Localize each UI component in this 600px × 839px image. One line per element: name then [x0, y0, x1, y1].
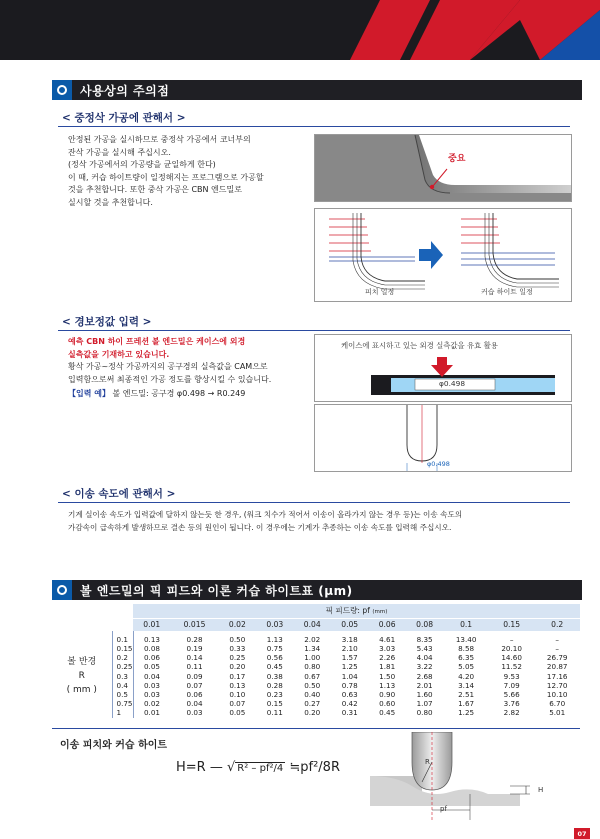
section-header-cusp-table	[52, 580, 582, 600]
sqrt-icon: √	[226, 760, 236, 775]
formula-left: H=R	[176, 760, 206, 775]
pitch-values-row	[52, 618, 580, 631]
formula-section-title: 이송 피치와 커습 하이트	[60, 740, 168, 751]
radius-value: 0.25	[112, 662, 133, 671]
cusp-value: –	[509, 635, 514, 644]
cusp-value: 3.03	[379, 644, 396, 654]
cusp-value: 3.76	[503, 699, 520, 709]
cusp-value: 0.03	[186, 708, 203, 718]
radius-label-line: R	[78, 671, 85, 682]
cusp-value: 1.13	[266, 635, 283, 644]
cusp-value: 9.53	[503, 671, 520, 681]
table-row	[52, 631, 580, 644]
table-row	[52, 699, 580, 708]
case-label-figure	[314, 334, 572, 402]
corner-machining-diagram	[315, 135, 571, 201]
cusp-value: 10.10	[546, 690, 568, 700]
formula-right: ≒pf²/8R	[289, 760, 340, 775]
cusp-value: 0.07	[186, 680, 203, 690]
pitch-header: 픽 피드량: pf (mm)	[133, 604, 580, 618]
pitch-value: 0.03	[256, 618, 293, 631]
text-line: 가감속이 급속하게 발생하므로 결손 등의 원인이 됩니다. 이 경우에는 기계가 추종하는 이송 속도를 입력해 주십시오.	[68, 523, 452, 532]
cusp-value: 5.01	[549, 708, 566, 718]
table-row	[52, 662, 580, 671]
cusp-value: –	[555, 644, 559, 654]
cusp-value: –	[555, 635, 559, 644]
pitch-value: 0.06	[368, 618, 405, 631]
cusp-value: 1.25	[458, 708, 475, 718]
cusp-value: 0.11	[186, 662, 203, 672]
radius-value: 0.1	[112, 631, 133, 644]
cusp-value: 1.34	[304, 644, 321, 654]
text-line: 것을 추천합니다. 또한 중삭 가공은 CBN 엔드밀로	[68, 185, 242, 195]
table-row	[52, 681, 580, 690]
cusp-value: 4.20	[458, 671, 475, 681]
cusp-value: 14.60	[501, 653, 522, 663]
subheading-semi-finishing: < 중정삭 가공에 관해서 >	[62, 112, 186, 124]
case-figure-caption: 케이스에 표시하고 있는 외경 실측값을 유효 활용	[341, 341, 498, 350]
cusp-value: 0.10	[229, 690, 246, 700]
cusp-value: 0.17	[229, 671, 246, 681]
cusp-value: 0.04	[143, 671, 160, 681]
table-body	[52, 631, 580, 718]
cusp-value: 4.61	[379, 635, 396, 644]
cusp-value: 26.79	[546, 653, 568, 663]
banner-graphic	[0, 0, 600, 60]
cusp-value: 1.81	[379, 662, 396, 672]
cusp-value: 2.68	[416, 671, 433, 681]
cusp-value: 0.50	[229, 635, 246, 644]
cusp-constant-label: 커습 하이트 일정	[481, 288, 533, 296]
radius-label-line: ( mm )	[66, 685, 97, 696]
cusp-value: 0.80	[416, 708, 433, 718]
cusp-value: 0.08	[143, 644, 160, 654]
cusp-value: 0.90	[379, 690, 396, 700]
cusp-value: 0.23	[266, 690, 283, 700]
radius-value: 0.2	[112, 653, 133, 662]
cusp-value: 0.09	[186, 671, 203, 681]
cusp-value: 4.04	[416, 653, 433, 663]
text-line: 황삭 가공~정삭 가공까지의 공구경의 실측값을 CAM으로	[68, 362, 268, 372]
cusp-value: 1.04	[341, 671, 358, 681]
radius-value: 1	[112, 708, 133, 717]
feed-rate-text	[68, 508, 573, 534]
cusp-value: 3.18	[341, 635, 358, 644]
semi-finishing-text	[68, 134, 318, 210]
cusp-value: 2.10	[341, 644, 358, 654]
subheading-feed-rate: < 이송 속도에 관해서 >	[62, 488, 176, 500]
cusp-value: 6.70	[549, 699, 566, 709]
text-line: 실시할 것을 추천합니다.	[68, 197, 153, 207]
cusp-value: 0.11	[266, 708, 283, 718]
cusp-value: 0.04	[186, 699, 203, 709]
cusp-value: 1.25	[341, 662, 358, 672]
cusp-height-table	[52, 604, 580, 718]
tool-diameter-figure	[314, 404, 572, 472]
cusp-value: 0.31	[341, 708, 358, 718]
cusp-value: 0.40	[304, 690, 321, 700]
cusp-value: 5.66	[503, 690, 520, 700]
text-line: 입력함으로써 최종적인 가공 정도를 향상시킬 수 있습니다.	[68, 374, 272, 384]
cusp-value: 20.10	[501, 644, 522, 654]
radius-value: 0.4	[112, 681, 133, 690]
input-example-line	[68, 388, 318, 401]
diagram-radius-label: R	[425, 758, 430, 766]
input-example-text: 볼 엔드밀: 공구경 φ0.498 → R0.249	[112, 389, 246, 399]
cusp-value: 0.03	[143, 680, 160, 690]
cusp-value: 2.82	[503, 708, 520, 718]
cusp-value: 0.03	[143, 690, 160, 700]
pitch-value: 0.15	[489, 618, 535, 631]
cusp-value: 0.25	[229, 653, 246, 663]
cusp-value: 2.02	[304, 635, 321, 644]
radius-value: 0.75	[112, 699, 133, 708]
tool-diameter-value: φ0.498	[427, 460, 450, 468]
cusp-value: 20.87	[546, 662, 568, 672]
cusp-value: 1.07	[416, 699, 433, 709]
section-header-precautions	[52, 80, 582, 100]
radius-value: 0.3	[112, 672, 133, 681]
cusp-value: 17.16	[546, 671, 568, 681]
cusp-value: 0.14	[186, 653, 203, 663]
cusp-value: 1.57	[341, 653, 358, 663]
pitch-value: 0.05	[331, 618, 368, 631]
cusp-value: 0.27	[304, 699, 321, 709]
cusp-value: 1.00	[304, 653, 321, 663]
arrow-down-icon	[431, 357, 453, 377]
cusp-value: 0.01	[143, 708, 160, 718]
cusp-value: 0.60	[379, 699, 396, 709]
red-text-line: 예측 CBN 하이 프레션 볼 엔드밀은 케이스에 외경	[68, 337, 246, 346]
cusp-value: 8.35	[416, 635, 433, 644]
cusp-value: 0.20	[304, 708, 321, 718]
cusp-value: 0.19	[186, 644, 203, 654]
cusp-value: 2.51	[458, 690, 475, 700]
radius-label	[52, 631, 112, 718]
pitch-value: 0.02	[219, 618, 256, 631]
cusp-value: 0.42	[341, 699, 358, 709]
cusp-value: 6.35	[458, 653, 475, 663]
section-title: 볼 엔드밀의 픽 피드와 이론 커습 하이트표 (μm)	[80, 583, 353, 598]
arrow-right-icon	[419, 241, 443, 269]
cusp-value: 7.09	[503, 680, 520, 690]
cusp-value: 0.78	[341, 680, 358, 690]
table-row	[52, 653, 580, 662]
cusp-value: 1.60	[416, 690, 433, 700]
input-example-label: 【입력 예】	[68, 389, 110, 399]
cusp-value: 0.13	[143, 635, 160, 644]
radius-value: 0.5	[112, 690, 133, 699]
cusp-value: 0.13	[229, 680, 246, 690]
table-row	[52, 672, 580, 681]
pitch-value: 0.01	[133, 618, 170, 631]
pitch-constant-label: 피치 일정	[365, 288, 395, 296]
text-line: 잔삭 가공을 실시해 주십시오.	[68, 147, 171, 157]
cusp-value: 0.63	[341, 690, 358, 700]
cusp-value: 0.67	[304, 671, 321, 681]
radius-value: 0.15	[112, 644, 133, 653]
cusp-diagram	[370, 732, 570, 824]
cusp-value: 0.33	[229, 644, 246, 654]
cusp-value: 1.13	[379, 680, 396, 690]
pitch-value: 0.08	[406, 618, 443, 631]
circle-bullet-icon	[52, 80, 72, 100]
table-row	[52, 690, 580, 699]
subheading-diameter-input: < 경보정값 입력 >	[62, 316, 152, 328]
cusp-value: 0.05	[229, 708, 246, 718]
cusp-value: 0.38	[266, 671, 283, 681]
cusp-value: 0.15	[266, 699, 283, 709]
cusp-value: 0.28	[266, 680, 283, 690]
cusp-value: 3.22	[416, 662, 433, 672]
cusp-value: 0.06	[186, 690, 203, 700]
cusp-value: 0.45	[379, 708, 396, 718]
cusp-value: 0.02	[143, 699, 160, 709]
cusp-value: 0.80	[304, 662, 321, 672]
cusp-value: 12.70	[546, 680, 568, 690]
cusp-formula: H=R — √ R² – pf²/4 ≒pf²/8R	[176, 760, 340, 775]
pitch-cusp-figure	[314, 208, 572, 302]
text-line: 안정된 가공을 실시하므로 중정삭 가공에서 코너부의	[68, 135, 251, 144]
divider	[58, 126, 570, 127]
formula-sqrt: R² – pf²/4	[237, 763, 284, 774]
diameter-input-text	[68, 336, 318, 401]
pitch-value: 0.2	[534, 618, 580, 631]
cusp-value: 0.45	[266, 662, 283, 672]
table-header-row	[52, 604, 580, 618]
pitch-value: 0.04	[294, 618, 331, 631]
cusp-value: 0.20	[229, 662, 246, 672]
cusp-value: 0.06	[143, 653, 160, 663]
cusp-value: 5.43	[416, 644, 433, 654]
cusp-value: 0.05	[143, 662, 160, 672]
top-banner	[0, 0, 600, 60]
cusp-value: 0.07	[229, 699, 246, 709]
text-line: 이 때, 커습 하이트량이 일정해지는 프로그램으로 가공할	[68, 172, 264, 182]
cusp-value: 5.05	[458, 662, 475, 672]
case-diameter-value: φ0.498	[439, 379, 466, 388]
diagram-pitch-label: pf	[440, 805, 447, 813]
cusp-value: 1.50	[379, 671, 396, 681]
red-text-line: 실측값을 기재하고 있습니다.	[68, 349, 170, 359]
divider	[58, 330, 570, 331]
radius-label-line: 볼 반경	[67, 657, 97, 668]
cusp-value: 2.26	[379, 653, 396, 663]
table-row	[52, 708, 580, 717]
cusp-value: 0.28	[186, 635, 203, 644]
divider	[58, 502, 570, 503]
cusp-value: 1.67	[458, 699, 475, 709]
text-line: (정삭 가공에서의 가공량을 균일하게 한다)	[68, 160, 216, 170]
circle-bullet-icon	[52, 580, 72, 600]
section-title: 사용상의 주의점	[80, 83, 170, 98]
pitch-value: 0.1	[443, 618, 489, 631]
cusp-value: 3.14	[458, 680, 475, 690]
pitch-value: 0.015	[170, 618, 218, 631]
page-number: 07	[574, 828, 590, 839]
cusp-value: 13.40	[455, 635, 477, 644]
table-row	[52, 644, 580, 653]
cusp-value: 11.52	[501, 662, 522, 672]
text-line: 기계 실이송 속도가 입력값에 달하지 않는듯 한 경우, (워크 치수가 적어서 이송이 올라가지 않는 경우 등)는 이송 속도의	[68, 510, 463, 519]
corner-figure	[314, 134, 572, 202]
diagram-height-label: H	[538, 786, 544, 794]
cusp-value: 0.56	[266, 653, 283, 663]
cusp-value: 8.58	[458, 644, 475, 654]
cusp-value: 0.50	[304, 680, 321, 690]
cusp-value: 2.01	[416, 680, 433, 690]
cusp-value: 0.75	[266, 644, 283, 654]
important-label: 중요	[448, 154, 466, 164]
